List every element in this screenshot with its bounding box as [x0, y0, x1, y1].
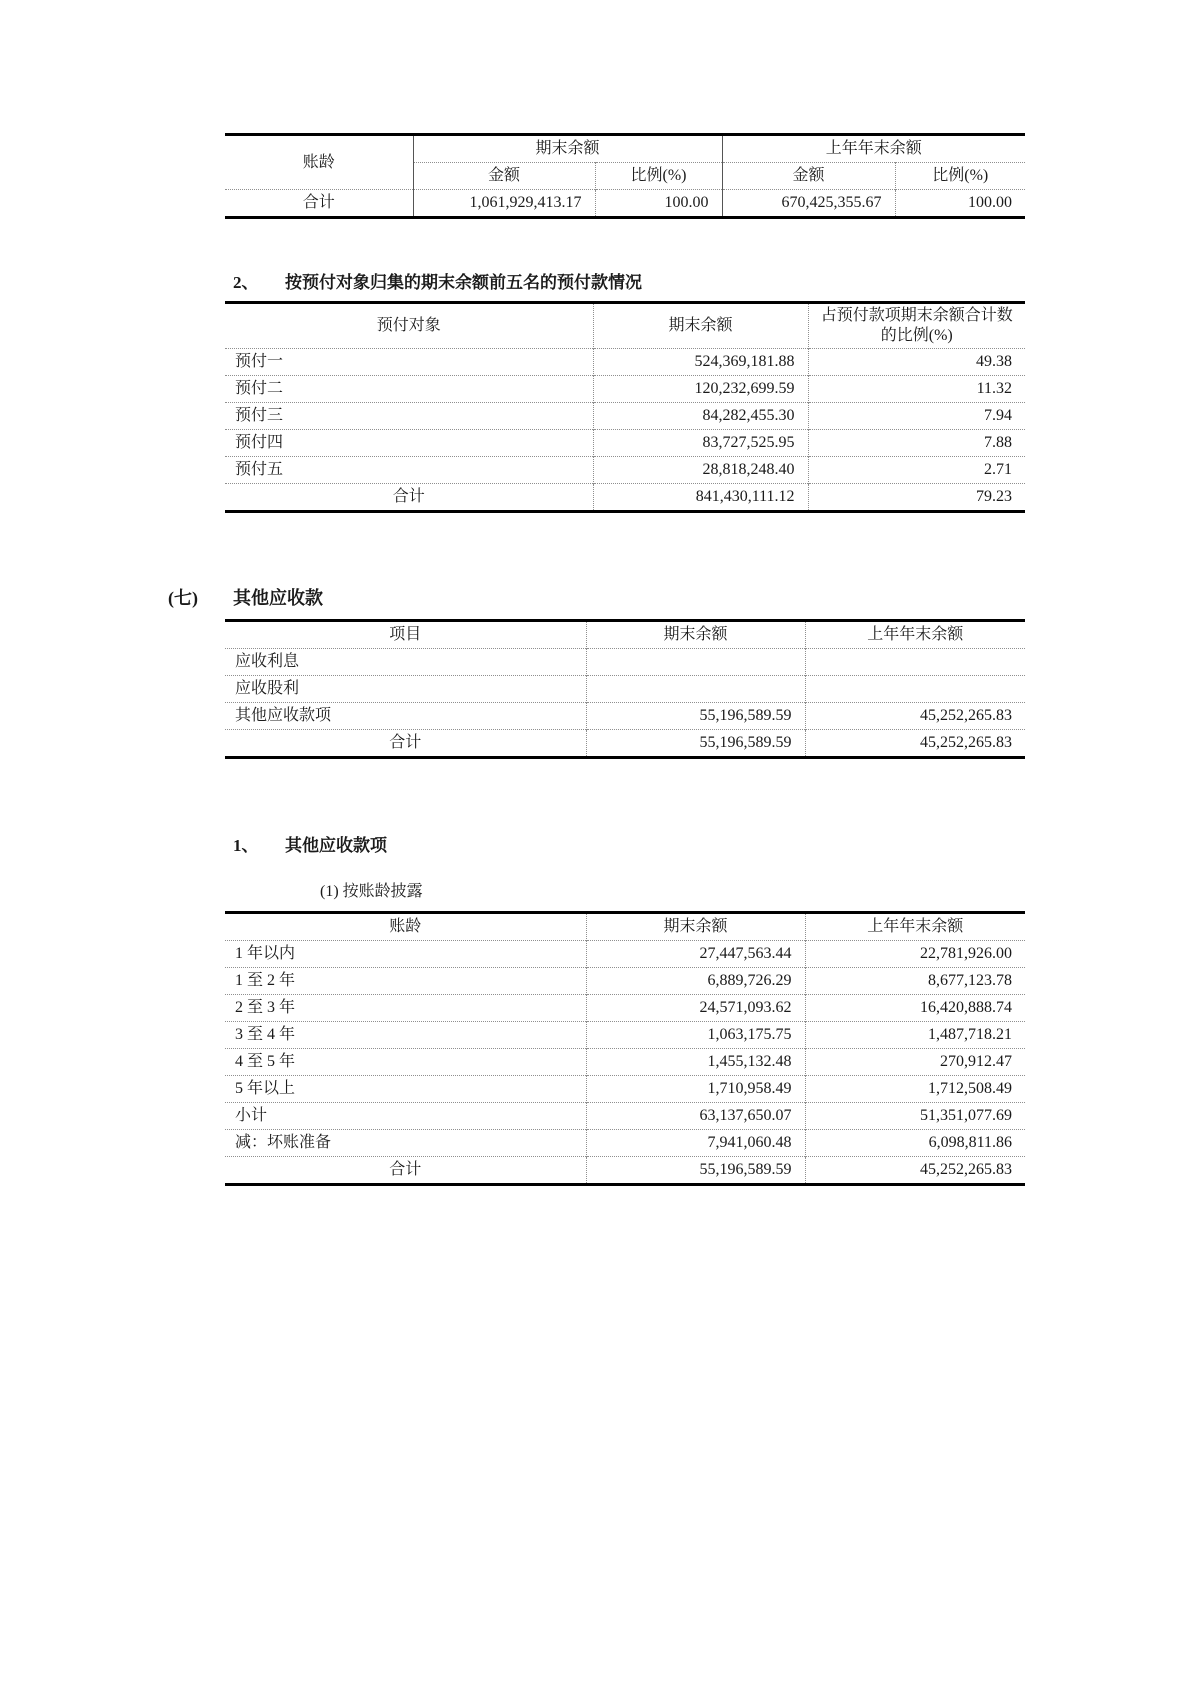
prior-amount-cell: [805, 649, 1025, 676]
column-group-prior-year-balance: 上年年末余额: [722, 135, 1025, 163]
column-header-aging: 账龄: [389, 918, 422, 935]
row-label: 预付二: [235, 380, 284, 397]
prior-amount-cell: 45,252,265.83: [805, 730, 1025, 758]
row-label: 合计: [302, 194, 335, 211]
other-receivables-table: [225, 619, 1025, 759]
ending-amount-cell: 7,941,060.48: [586, 1130, 805, 1157]
prior-amount-cell: 1,487,718.21: [805, 1022, 1025, 1049]
ending-amount-cell: [586, 676, 805, 703]
ending-amount-cell: 55,196,589.59: [586, 730, 805, 758]
table-row: [225, 349, 1025, 376]
prior-amount-cell: 8,677,123.78: [805, 968, 1025, 995]
column-header-prior-year-balance: 上年年末余额: [805, 913, 1025, 941]
amount-cell: 524,369,181.88: [593, 349, 808, 376]
table-header-row: [225, 913, 1025, 941]
ratio-cell: 2.71: [808, 457, 1025, 484]
row-label: 2 至 3 年: [235, 999, 296, 1016]
row-label: 应收利息: [235, 653, 300, 670]
column-header-prior-year-balance: 上年年末余额: [805, 621, 1025, 649]
row-label: 合计: [389, 734, 422, 751]
row-label: 应收股利: [235, 680, 300, 697]
section-title: 其他应收款: [233, 588, 323, 608]
table-row: [225, 430, 1025, 457]
row-label: 4 至 5 年: [235, 1053, 296, 1070]
ending-amount-cell: 55,196,589.59: [586, 1157, 805, 1185]
prior-amount-cell: 1,712,508.49: [805, 1076, 1025, 1103]
table-row: [225, 649, 1025, 676]
table-header-row: [225, 621, 1025, 649]
column-header-ending-balance: 期末余额: [593, 303, 808, 349]
prior-amount-cell: 6,098,811.86: [805, 1130, 1025, 1157]
section-number: 1、: [233, 836, 259, 855]
row-label: 预付五: [235, 461, 284, 478]
row-label: 5 年以上: [235, 1080, 296, 1097]
ratio-cell: 7.88: [808, 430, 1025, 457]
column-header-prepay-target: 预付对象: [376, 317, 441, 334]
row-label: 减：坏账准备: [235, 1134, 332, 1151]
table-row: [225, 968, 1025, 995]
section-heading-other-receivable-items: [233, 835, 1025, 857]
table-row: [225, 457, 1025, 484]
section-number: 2、: [233, 273, 259, 292]
section-heading-prepay-top5: [233, 272, 1025, 294]
row-label: 其他应收款项: [235, 707, 332, 724]
prior-amount-cell: 45,252,265.83: [805, 703, 1025, 730]
ending-amount-cell: 1,710,958.49: [586, 1076, 805, 1103]
total-row: [225, 730, 1025, 758]
other-receivables-aging-table: [225, 911, 1025, 1186]
table-row: [225, 1130, 1025, 1157]
column-header-item: 项目: [389, 626, 422, 643]
column-group-ending-balance: 期末余额: [413, 135, 722, 163]
row-label: 预付四: [235, 434, 284, 451]
row-label: 合计: [389, 1161, 422, 1178]
row-label: 3 至 4 年: [235, 1026, 296, 1043]
table-row: [225, 1022, 1025, 1049]
section-title: 其他应收款项: [285, 836, 387, 855]
prior-amount-cell: 16,420,888.74: [805, 995, 1025, 1022]
ratio-cell: 49.38: [808, 349, 1025, 376]
prepay-top5-table: [225, 301, 1025, 513]
ending-amount-cell: 1,455,132.48: [586, 1049, 805, 1076]
ending-amount-cell: 6,889,726.29: [586, 968, 805, 995]
prior-amount-cell: 22,781,926.00: [805, 941, 1025, 968]
ending-amount-cell: 55,196,589.59: [586, 703, 805, 730]
prior-amount-cell: 670,425,355.67: [722, 190, 895, 218]
ratio-cell: 79.23: [808, 484, 1025, 512]
row-label: 小计: [235, 1107, 268, 1124]
amount-cell: 841,430,111.12: [593, 484, 808, 512]
prior-amount-cell: 45,252,265.83: [805, 1157, 1025, 1185]
amount-cell: 84,282,455.30: [593, 403, 808, 430]
column-header-ratio: 比例(%): [595, 163, 722, 190]
table-row: [225, 376, 1025, 403]
column-header-ratio: 占预付款项期末余额合计数的比例(%): [808, 303, 1025, 349]
aging-summary-table: [225, 133, 1025, 219]
section-heading-other-receivables: [168, 587, 1025, 610]
column-header-ratio: 比例(%): [895, 163, 1025, 190]
column-header-amount: 金额: [722, 163, 895, 190]
total-row: [225, 190, 1025, 218]
ratio-cell: 7.94: [808, 403, 1025, 430]
total-row: [225, 484, 1025, 512]
table-header-row: [225, 303, 1025, 349]
section-title: 按预付对象归集的期末余额前五名的预付款情况: [285, 273, 642, 292]
ending-amount-cell: 1,061,929,413.17: [413, 190, 595, 218]
row-label: 合计: [392, 488, 425, 505]
column-header-ending-balance: 期末余额: [586, 621, 805, 649]
amount-cell: 120,232,699.59: [593, 376, 808, 403]
table-row: [225, 403, 1025, 430]
table-row: [225, 995, 1025, 1022]
table-row: [225, 676, 1025, 703]
table-row: [225, 703, 1025, 730]
prior-amount-cell: [805, 676, 1025, 703]
amount-cell: 83,727,525.95: [593, 430, 808, 457]
table-row: [225, 1049, 1025, 1076]
ratio-cell: 11.32: [808, 376, 1025, 403]
ending-amount-cell: 27,447,563.44: [586, 941, 805, 968]
column-header-ending-balance: 期末余额: [586, 913, 805, 941]
row-label: 1 至 2 年: [235, 972, 296, 989]
table-header-row: [225, 135, 1025, 163]
row-label: 预付三: [235, 407, 284, 424]
ending-ratio-cell: 100.00: [595, 190, 722, 218]
prior-amount-cell: 270,912.47: [805, 1049, 1025, 1076]
column-header-amount: 金额: [413, 163, 595, 190]
page-content: [168, 0, 1025, 1186]
amount-cell: 28,818,248.40: [593, 457, 808, 484]
section-number: (七): [168, 588, 198, 608]
column-header-aging: 账龄: [302, 153, 335, 171]
prior-amount-cell: 51,351,077.69: [805, 1103, 1025, 1130]
row-label: 预付一: [235, 353, 284, 370]
total-row: [225, 1157, 1025, 1185]
ending-amount-cell: 63,137,650.07: [586, 1103, 805, 1130]
ending-amount-cell: [586, 649, 805, 676]
ending-amount-cell: 1,063,175.75: [586, 1022, 805, 1049]
ending-amount-cell: 24,571,093.62: [586, 995, 805, 1022]
prior-ratio-cell: 100.00: [895, 190, 1025, 218]
row-label: 1 年以内: [235, 945, 296, 962]
subtotal-row: [225, 1103, 1025, 1130]
subsection-heading-aging-disclosure: (1) 按账龄披露: [320, 883, 423, 900]
table-row: [225, 1076, 1025, 1103]
table-row: [225, 941, 1025, 968]
